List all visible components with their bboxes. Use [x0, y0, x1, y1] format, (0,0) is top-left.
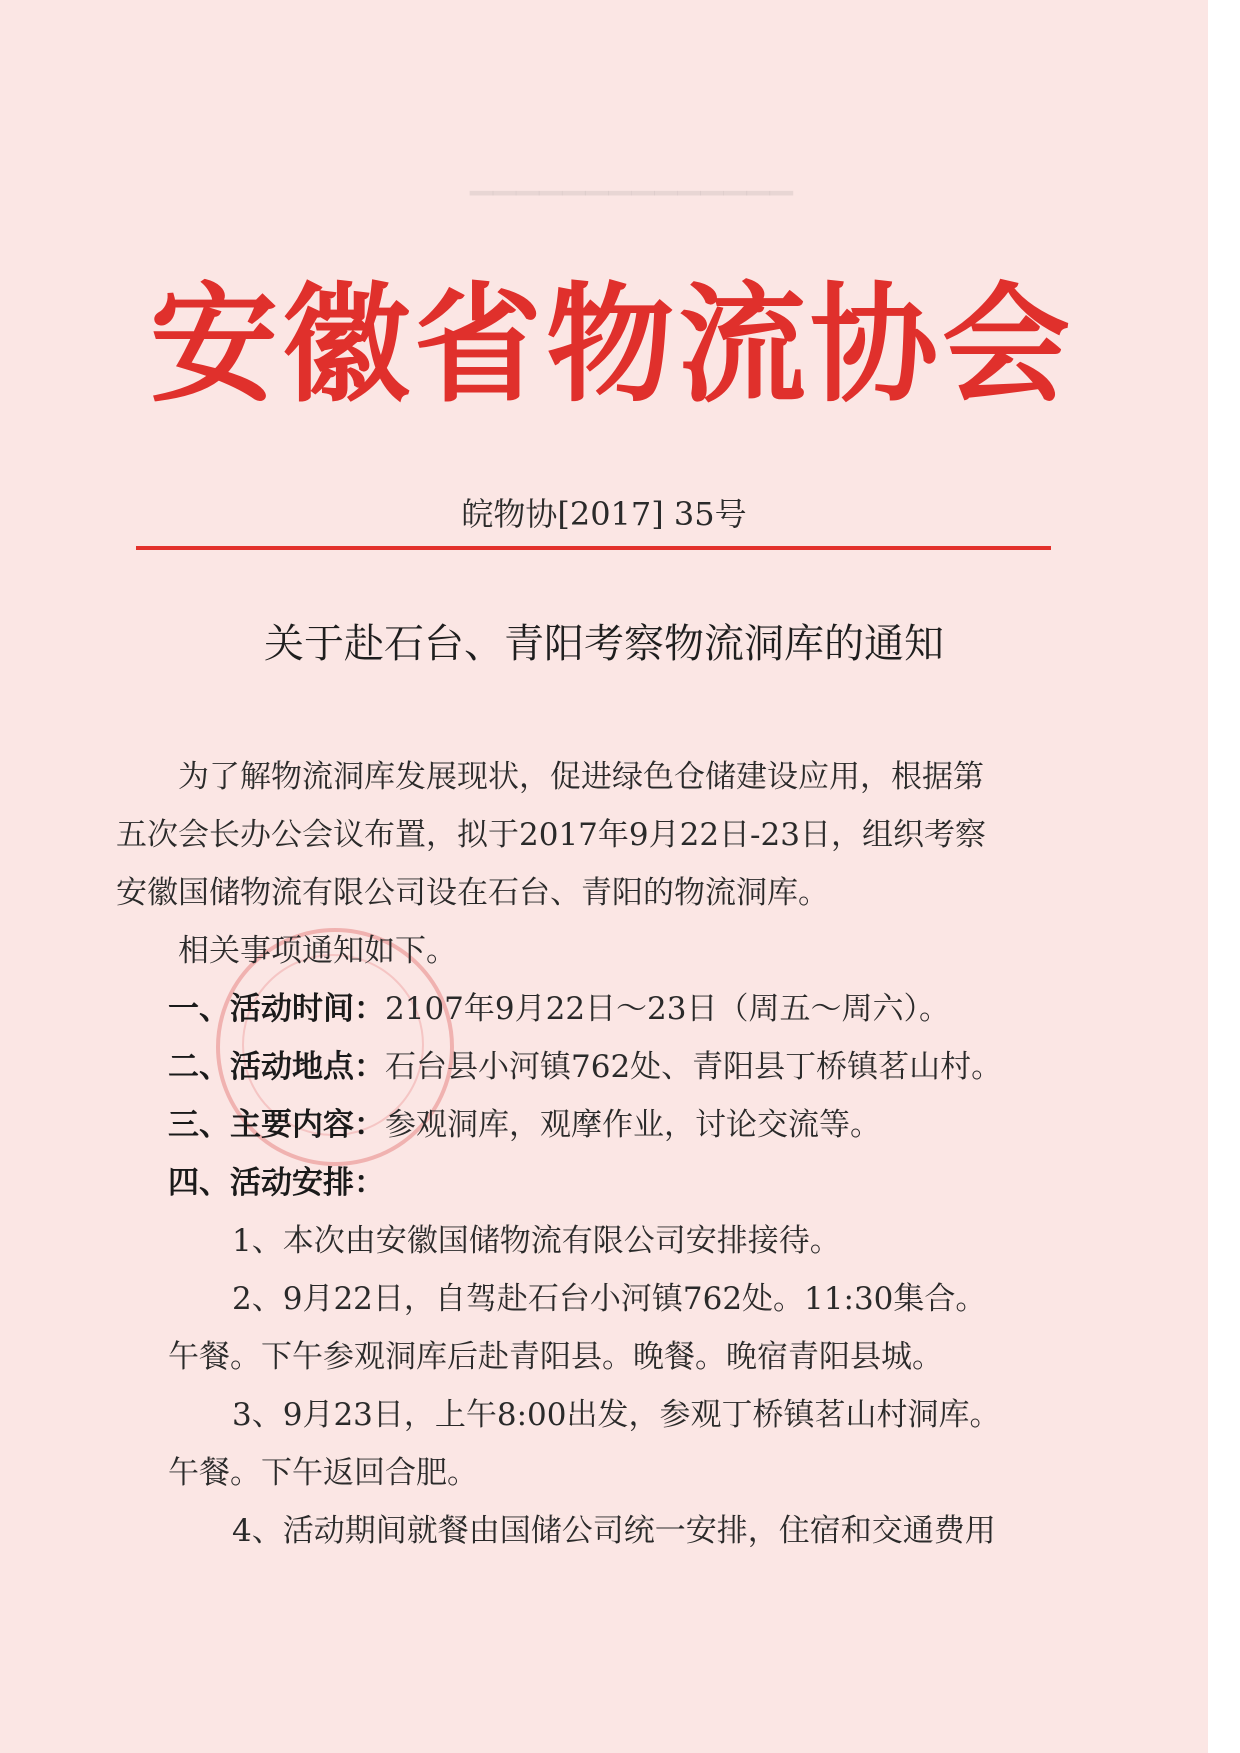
arrangement-line: 4、活动期间就餐由国储公司统一安排，住宿和交通费用: [232, 1513, 996, 1549]
intro-line: 五次会长办公会议布置，拟于2017年9月22日-23日，组织考察: [116, 817, 986, 853]
item-text: 石台县小河镇762处、青阳县丁桥镇茗山村。: [385, 1049, 1003, 1085]
item-text: 参观洞库，观摩作业，讨论交流等。: [385, 1107, 881, 1143]
document-number: 皖物协[2017] 35号: [461, 495, 747, 533]
item-label: 四、活动安排：: [168, 1165, 385, 1201]
arrangement-line: 3、9月23日，上午8:00出发，参观丁桥镇茗山村洞库。: [232, 1397, 1001, 1433]
item-label: 三、主要内容：: [168, 1107, 385, 1143]
item-text: 2107年9月22日～23日（周五～周六）。: [385, 991, 951, 1027]
arrangement-continuation: 午餐。下午返回合肥。: [168, 1455, 478, 1491]
bleed-through-text: ▁▁▁▁▁▁▁▁▁▁▁▁▁▁: [470, 161, 793, 196]
item-activity-location: [168, 1038, 1002, 1096]
lead-sentence: 相关事项通知如下。: [178, 933, 457, 969]
arrangement-line: 2、9月22日，自驾赴石台小河镇762处。11:30集合。: [232, 1281, 987, 1317]
arrangement-continuation: 午餐。下午参观洞库后赴青阳县。晚餐。晚宿青阳县城。: [168, 1339, 943, 1375]
intro-paragraph: [116, 748, 1056, 922]
item-label: 二、活动地点：: [168, 1049, 385, 1085]
item-arrangements: [168, 1154, 385, 1212]
red-divider-line: [136, 546, 1051, 550]
item-label: 一、活动时间：: [168, 991, 385, 1027]
notice-title: 关于赴石台、青阳考察物流洞库的通知: [264, 621, 944, 667]
scan-margin: [1208, 0, 1240, 1753]
intro-line: 为了解物流洞库发展现状，促进绿色仓储建设应用，根据第: [178, 759, 984, 795]
organization-title: 安徽省物流协会: [150, 270, 1075, 420]
arrangement-line: 1、本次由安徽国储物流有限公司安排接待。: [232, 1223, 841, 1259]
item-activity-time: [168, 980, 950, 1038]
intro-line: 安徽国储物流有限公司设在石台、青阳的物流洞库。: [116, 875, 829, 911]
item-main-content: [168, 1096, 881, 1154]
